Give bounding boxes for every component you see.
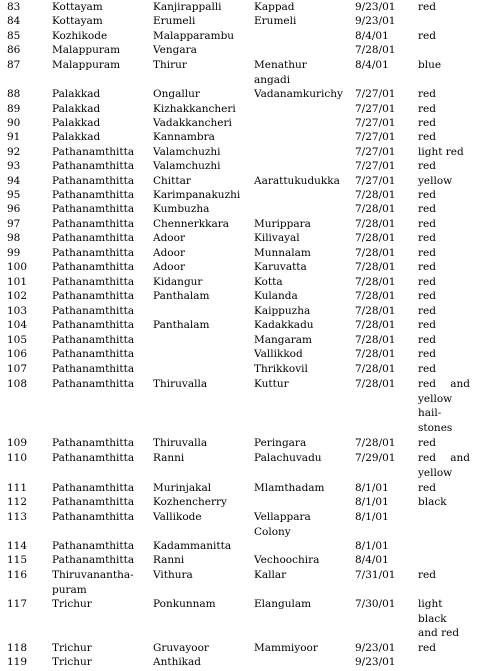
district-cell: Pathanamthitta bbox=[52, 232, 135, 244]
district-cell: Palakkad bbox=[52, 117, 101, 129]
village-cell: Elangulam bbox=[254, 598, 312, 610]
color-cell: red bbox=[418, 261, 436, 273]
district-cell: Pathanamthitta bbox=[52, 334, 135, 346]
district-cell: Pathanamthitta bbox=[52, 218, 135, 230]
village-cell: Kaippuzha bbox=[254, 305, 311, 317]
village-cell: Kotta bbox=[254, 276, 283, 288]
district-cell: Pathanamthitta bbox=[52, 363, 135, 375]
date-cell: 7/28/01 bbox=[355, 319, 396, 331]
district-cell: Palakkad bbox=[52, 88, 101, 100]
row-number: 87 bbox=[7, 59, 21, 71]
taluk-cell: Kozhencherry bbox=[153, 496, 227, 508]
row-number: 117 bbox=[7, 598, 28, 610]
date-cell: 7/28/01 bbox=[355, 44, 396, 56]
date-cell: 7/28/01 bbox=[355, 218, 396, 230]
row-number: 119 bbox=[7, 656, 28, 668]
taluk-cell: Adoor bbox=[153, 232, 185, 244]
row-number: 99 bbox=[7, 247, 21, 259]
district-cell: Pathanamthitta bbox=[52, 247, 135, 259]
color-cell: light red bbox=[418, 146, 464, 158]
district-cell: Pathanamthitta bbox=[52, 261, 135, 273]
district-cell: Pathanamthitta bbox=[52, 160, 135, 172]
color-cell: red bbox=[418, 569, 436, 581]
taluk-cell: Vengara bbox=[153, 44, 197, 56]
color-cell: red bbox=[418, 437, 436, 449]
color-cell: red and yellow bbox=[418, 452, 470, 479]
taluk-cell: Kidangur bbox=[153, 276, 203, 288]
taluk-cell: Thiruvalla bbox=[153, 378, 208, 390]
taluk-cell: Ranni bbox=[153, 452, 185, 464]
district-cell: Pathanamthitta bbox=[52, 482, 135, 494]
color-cell: red bbox=[418, 642, 436, 654]
date-cell: 7/28/01 bbox=[355, 437, 396, 449]
row-number: 105 bbox=[7, 334, 28, 346]
district-cell: Malappuram bbox=[52, 44, 121, 56]
date-cell: 8/4/01 bbox=[355, 59, 389, 71]
village-cell: Vechoochira bbox=[254, 554, 320, 566]
village-cell: Mammiyoor bbox=[254, 642, 318, 654]
taluk-cell: Ranni bbox=[153, 554, 185, 566]
row-number: 91 bbox=[7, 131, 21, 143]
taluk-cell: Vallikode bbox=[153, 511, 202, 523]
date-cell: 7/27/01 bbox=[355, 160, 396, 172]
taluk-cell: Kanjirappalli bbox=[153, 1, 222, 13]
date-cell: 7/27/01 bbox=[355, 131, 396, 143]
date-cell: 8/1/01 bbox=[355, 482, 389, 494]
date-cell: 7/28/01 bbox=[355, 348, 396, 360]
district-cell: Pathanamthitta bbox=[52, 496, 135, 508]
row-number: 90 bbox=[7, 117, 21, 129]
village-cell: Thrikkovil bbox=[254, 363, 308, 375]
village-cell: Menathur angadi bbox=[254, 59, 307, 86]
row-number: 100 bbox=[7, 261, 28, 273]
taluk-cell: Murinjakal bbox=[153, 482, 212, 494]
date-cell: 9/23/01 bbox=[355, 1, 396, 13]
color-cell: red bbox=[418, 189, 436, 201]
color-cell: red bbox=[418, 232, 436, 244]
row-number: 110 bbox=[7, 452, 28, 464]
taluk-cell: Chennerkkara bbox=[153, 218, 230, 230]
district-cell: Trichur bbox=[52, 598, 92, 610]
row-number: 101 bbox=[7, 276, 28, 288]
district-cell: Palakkad bbox=[52, 131, 101, 143]
district-cell: Malappuram bbox=[52, 59, 121, 71]
village-cell: Palachuvadu bbox=[254, 452, 322, 464]
taluk-cell: Ongallur bbox=[153, 88, 200, 100]
color-cell: red bbox=[418, 334, 436, 346]
taluk-cell: Kumbuzha bbox=[153, 203, 210, 215]
district-cell: Trichur bbox=[52, 656, 92, 668]
district-cell: Pathanamthitta bbox=[52, 189, 135, 201]
village-cell: Aarattukudukka bbox=[254, 175, 340, 187]
row-number: 94 bbox=[7, 175, 21, 187]
taluk-cell: Gruvayoor bbox=[153, 642, 209, 654]
district-cell: Pathanamthitta bbox=[52, 305, 135, 317]
district-cell: Kottayam bbox=[52, 1, 103, 13]
date-cell: 8/4/01 bbox=[355, 554, 389, 566]
date-cell: 7/28/01 bbox=[355, 290, 396, 302]
taluk-cell: Erumeli bbox=[153, 15, 196, 27]
village-cell: Karuvatta bbox=[254, 261, 307, 273]
taluk-cell: Ponkunnam bbox=[153, 598, 216, 610]
taluk-cell: Kizhakkancheri bbox=[153, 103, 236, 115]
district-cell: Pathanamthitta bbox=[52, 437, 135, 449]
district-cell: Pathanamthitta bbox=[52, 290, 135, 302]
district-cell: Pathanamthitta bbox=[52, 378, 135, 390]
date-cell: 9/23/01 bbox=[355, 642, 396, 654]
date-cell: 8/4/01 bbox=[355, 30, 389, 42]
row-number: 93 bbox=[7, 160, 21, 172]
row-number: 108 bbox=[7, 378, 28, 390]
row-number: 116 bbox=[7, 569, 28, 581]
row-number: 107 bbox=[7, 363, 28, 375]
row-number: 115 bbox=[7, 554, 28, 566]
color-cell: red bbox=[418, 348, 436, 360]
color-cell: black bbox=[418, 496, 447, 508]
village-cell: Mlamthadam bbox=[254, 482, 325, 494]
taluk-cell: Chittar bbox=[153, 175, 191, 187]
district-cell: Thiruvanantha- puram bbox=[52, 569, 134, 596]
color-cell: red bbox=[418, 482, 436, 494]
row-number: 106 bbox=[7, 348, 28, 360]
date-cell: 7/27/01 bbox=[355, 146, 396, 158]
row-number: 84 bbox=[7, 15, 21, 27]
taluk-cell: Vithura bbox=[153, 569, 193, 581]
district-cell: Palakkad bbox=[52, 103, 101, 115]
taluk-cell: Karimpanakuzhi bbox=[153, 189, 241, 201]
row-number: 104 bbox=[7, 319, 28, 331]
date-cell: 7/27/01 bbox=[355, 103, 396, 115]
color-cell: blue bbox=[418, 59, 442, 71]
date-cell: 7/28/01 bbox=[355, 189, 396, 201]
date-cell: 7/28/01 bbox=[355, 305, 396, 317]
row-number: 88 bbox=[7, 88, 21, 100]
village-cell: Vadanamkurichy bbox=[254, 88, 343, 100]
taluk-cell: Malapparambu bbox=[153, 30, 235, 42]
taluk-cell: Adoor bbox=[153, 247, 185, 259]
date-cell: 7/28/01 bbox=[355, 232, 396, 244]
date-cell: 8/1/01 bbox=[355, 540, 389, 552]
village-cell: Kallar bbox=[254, 569, 287, 581]
color-cell: red bbox=[418, 103, 436, 115]
row-number: 96 bbox=[7, 203, 21, 215]
date-cell: 7/28/01 bbox=[355, 247, 396, 259]
color-cell: red bbox=[418, 131, 436, 143]
color-cell: red bbox=[418, 30, 436, 42]
color-cell: red bbox=[418, 319, 436, 331]
village-cell: Mangaram bbox=[254, 334, 312, 346]
row-number: 83 bbox=[7, 1, 21, 13]
color-cell: red bbox=[418, 363, 436, 375]
taluk-cell: Thiruvalla bbox=[153, 437, 208, 449]
taluk-cell: Kadammanitta bbox=[153, 540, 232, 552]
village-cell: Munnalam bbox=[254, 247, 311, 259]
village-cell: Erumeli bbox=[254, 15, 297, 27]
color-cell: red bbox=[418, 160, 436, 172]
village-cell: Vellappara Colony bbox=[254, 511, 311, 538]
date-cell: 7/28/01 bbox=[355, 334, 396, 346]
row-number: 102 bbox=[7, 290, 28, 302]
row-number: 112 bbox=[7, 496, 28, 508]
date-cell: 7/28/01 bbox=[355, 276, 396, 288]
district-cell: Pathanamthitta bbox=[52, 175, 135, 187]
color-cell: red bbox=[418, 88, 436, 100]
row-number: 109 bbox=[7, 437, 28, 449]
color-cell: red and yellow hail- stones bbox=[418, 378, 470, 434]
taluk-cell: Valamchuzhi bbox=[153, 146, 221, 158]
district-cell: Kottayam bbox=[52, 15, 103, 27]
village-cell: Kappad bbox=[254, 1, 295, 13]
date-cell: 7/28/01 bbox=[355, 363, 396, 375]
date-cell: 7/28/01 bbox=[355, 261, 396, 273]
color-cell: light black and red bbox=[418, 598, 460, 639]
district-cell: Pathanamthitta bbox=[52, 348, 135, 360]
district-cell: Kozhikode bbox=[52, 30, 108, 42]
date-cell: 8/1/01 bbox=[355, 511, 389, 523]
village-cell: Kulanda bbox=[254, 290, 298, 302]
date-cell: 7/28/01 bbox=[355, 378, 396, 390]
date-cell: 8/1/01 bbox=[355, 496, 389, 508]
date-cell: 7/31/01 bbox=[355, 569, 396, 581]
district-cell: Pathanamthitta bbox=[52, 276, 135, 288]
village-cell: Kilivayal bbox=[254, 232, 300, 244]
row-number: 89 bbox=[7, 103, 21, 115]
taluk-cell: Valamchuzhi bbox=[153, 160, 221, 172]
date-cell: 7/27/01 bbox=[355, 117, 396, 129]
row-number: 98 bbox=[7, 232, 21, 244]
village-cell: Vallikkod bbox=[254, 348, 303, 360]
village-cell: Murippara bbox=[254, 218, 311, 230]
taluk-cell: Adoor bbox=[153, 261, 185, 273]
color-cell: red bbox=[418, 305, 436, 317]
color-cell: red bbox=[418, 117, 436, 129]
color-cell: yellow bbox=[418, 175, 453, 187]
taluk-cell: Panthalam bbox=[153, 319, 210, 331]
color-cell: red bbox=[418, 290, 436, 302]
row-number: 113 bbox=[7, 511, 28, 523]
color-cell: red bbox=[418, 218, 436, 230]
taluk-cell: Panthalam bbox=[153, 290, 210, 302]
row-number: 95 bbox=[7, 189, 21, 201]
color-cell: red bbox=[418, 247, 436, 259]
row-number: 111 bbox=[7, 482, 28, 494]
district-cell: Pathanamthitta bbox=[52, 319, 135, 331]
date-cell: 9/23/01 bbox=[355, 656, 396, 668]
color-cell: red bbox=[418, 1, 436, 13]
row-number: 85 bbox=[7, 30, 21, 42]
district-cell: Pathanamthitta bbox=[52, 540, 135, 552]
district-cell: Trichur bbox=[52, 642, 92, 654]
taluk-cell: Vadakkancheri bbox=[153, 117, 232, 129]
village-cell: Peringara bbox=[254, 437, 307, 449]
village-cell: Kuttur bbox=[254, 378, 289, 390]
taluk-cell: Thirur bbox=[153, 59, 187, 71]
date-cell: 7/29/01 bbox=[355, 452, 396, 464]
row-number: 92 bbox=[7, 146, 21, 158]
color-cell: red bbox=[418, 276, 436, 288]
row-number: 97 bbox=[7, 218, 21, 230]
row-number: 118 bbox=[7, 642, 28, 654]
village-cell: Kadakkadu bbox=[254, 319, 314, 331]
row-number: 86 bbox=[7, 44, 21, 56]
color-cell: red bbox=[418, 203, 436, 215]
row-number: 103 bbox=[7, 305, 28, 317]
date-cell: 7/27/01 bbox=[355, 88, 396, 100]
district-cell: Pathanamthitta bbox=[52, 146, 135, 158]
district-cell: Pathanamthitta bbox=[52, 452, 135, 464]
date-cell: 7/27/01 bbox=[355, 175, 396, 187]
row-number: 114 bbox=[7, 540, 28, 552]
taluk-cell: Anthikad bbox=[153, 656, 202, 668]
date-cell: 7/28/01 bbox=[355, 203, 396, 215]
date-cell: 9/23/01 bbox=[355, 15, 396, 27]
taluk-cell: Kannambra bbox=[153, 131, 215, 143]
date-cell: 7/30/01 bbox=[355, 598, 396, 610]
district-cell: Pathanamthitta bbox=[52, 554, 135, 566]
district-cell: Pathanamthitta bbox=[52, 511, 135, 523]
district-cell: Pathanamthitta bbox=[52, 203, 135, 215]
